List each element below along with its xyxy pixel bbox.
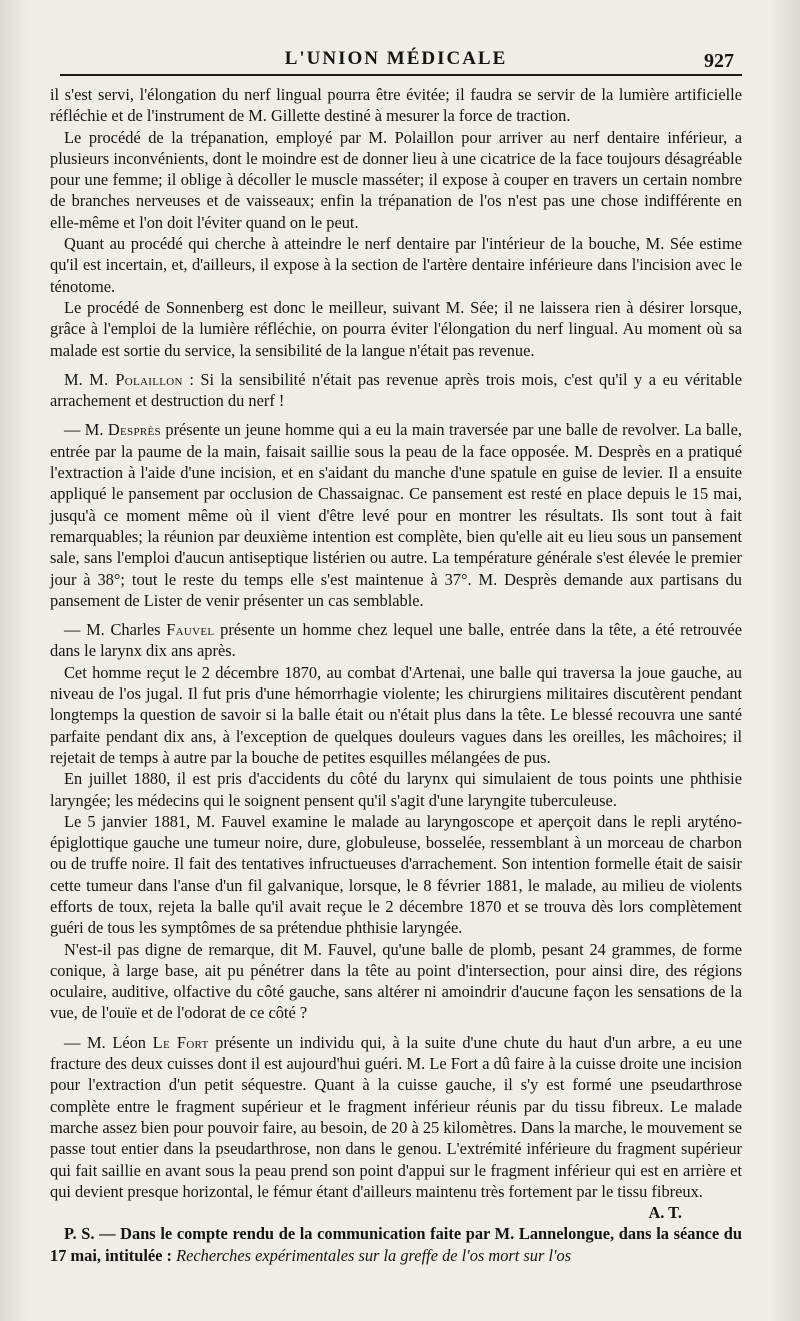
header-rule <box>60 74 742 76</box>
speaker-name: Desprès <box>107 420 161 440</box>
speaker-name: Fauvel <box>166 620 215 640</box>
paragraph: Cet homme reçut le 2 décembre 1870, au combat d'Artenai, une balle qui traversa la joue gauche, au niveau de l'os jugal. Il fut pris d'une hémorrhagie violente; les chirurgiens militaires discutèrent pendant longtemps la question de savoir si la balle était ou n'était plus dans la tête. Le blessé recouvra une santé parfaite pendant dix ans, à l'exception de quelques douleurs vagues dans les oreilles, les mâchoires; il rejetait de temps à autre par la bouche de petites esquilles mélangées de pus. <box>50 662 742 767</box>
paragraph-intervention: M. M. Polaillon : Si la sensibilité n'était pas revenue après trois mois, c'est qu'il y a eu véritable arrachement et destruction du nerf ! <box>50 369 742 411</box>
paragraph-text: présente un jeune homme qui a eu la main traversée par une balle de revolver. La balle, entrée par la paume de la main, faisait saillie sous la peau de la face opposée. M. Desprès en a pratiqué l'extraction à l'aide d'une incision, et en s'aidant du manche d'une spatule en guise de levier. Il a ensuite appliqué le pansement par occlusion de Chassaignac. Ce pansement est resté en place depuis le 15 mai, jusqu'à ce moment même où il vient d'être levé pour en montrer les résultats. Ils sont tout à fait remarquables; la réunion par deuxième intention est complète, bien qu'elle ait eu lieu sous un pansement sale, sans l'emploi d'aucun antiseptique listérien ou autre. La température générale s'est élevée le premier jour à 38°; tout le reste du temps elle s'est maintenue à 37°. M. Desprès demande aux partisans du pansement de Lister de venir présenter un cas semblable. <box>50 420 742 610</box>
paragraph: En juillet 1880, il est pris d'accidents du côté du larynx qui simulaient de tous points une phthisie laryngée; les médecins qui le soignent pensent qu'il s'agit d'une laryngite tuberculeuse. <box>50 769 742 810</box>
paragraph: N'est-il pas digne de remarque, dit M. Fauvel, qu'une balle de plomb, pesant 24 grammes, de forme conique, à large base, ait pu pénétrer dans la tête au point d'intersection, pour ainsi dire, des régions oculaire, auditive, olfactive du côté gauche, sans altérer ni amoindrir d'aucune façon les sensations de la vue, de l'ouïe et de l'odorat de ce côté ? <box>50 939 742 1023</box>
article-body <box>50 84 742 1266</box>
paragraph: Le 5 janvier 1881, M. Fauvel examine le malade au laryngoscope et aperçoit dans le repli aryténo-épiglottique gauche une tumeur noire, dure, globuleuse, bosselée, ressemblant à un morceau de charbon ou de truffe noire. Il fait des tentatives infructueuses d'arrachement. Son intention formelle était de saisir cette tumeur dans l'anse d'un fil galvanique, lorsque, le 8 février 1881, le malade, au milieu de violents efforts de toux, rejeta la balle qu'il avait reçue le 2 décembre 1870 et se trouva dès lors complètement guéri de tous les symptômes de sa prétendue phthisie laryngée. <box>50 811 742 938</box>
paragraph-text: présente un homme chez lequel une balle, entrée dans la tête, a été retrouvée dans le larynx dix ans après. <box>50 620 742 661</box>
paragraph: Le procédé de la trépanation, employé par M. Polaillon pour arriver au nerf dentaire inférieur, a plusieurs inconvénients, dont le moindre est de donner lieu à une cicatrice de la face toujours désagréable pour une femme; il oblige à décoller le muscle masséter; il expose à couper en travers un certain nombre de branches nerveuses et de vaisseaux; enfin la trépanation de l'os n'est pas une chose indifférente en elle-même et l'on doit l'éviter quand on le peut. <box>50 127 742 232</box>
speaker-name: Le Fort <box>152 1032 209 1052</box>
journal-title: L'UNION MÉDICALE <box>284 48 508 69</box>
running-head <box>50 44 742 74</box>
postscript <box>50 1223 742 1266</box>
paragraph-gap <box>50 1024 742 1032</box>
paragraph-gap <box>50 411 742 419</box>
paragraph-gap <box>50 611 742 619</box>
paragraph: Quant au procédé qui cherche à atteindre le nerf dentaire par l'intérieur de la bouche, M. Sée estime qu'il est incertain, et, d'ailleurs, il expose à la section de l'artère dentaire inférieure dans l'incision avec le ténotome. <box>50 234 742 296</box>
paragraph-text: : Si la sensibilité n'était pas revenue après trois mois, c'est qu'il y a eu véritable arrachement et destruction du nerf ! <box>50 369 742 411</box>
signature: A. T. <box>648 1203 682 1223</box>
paragraph-text: présente un individu qui, à la suite d'une chute du haut d'un arbre, a eu une fracture des deux cuisses dont il est aujourd'hui guéri. M. Le Fort a dû faire à la cuisse droite une incision pour l'extraction d'un petit séquestre. Quant à la cuisse gauche, il s'y est formé une pseudarthrose complète entre le fragment supérieur et le fragment inférieur réunis par du tissu fibreux. Le malade marche assez bien pour pouvoir faire, au besoin, de 20 à 25 kilomètres. Dans la marche, le mouvement se passe tout entier dans la pseudarthrose, non dans le genou. L'extrémité inférieure du fragment supérieur qui fait saillie en avant sous la peau prend son point d'appui sur le fragment inférieur qui est en arrière et qui devient presque horizontal, le fémur étant d'ailleurs maintenu très fortement par le tissu fibreux. <box>50 1032 742 1201</box>
paragraph: il s'est servi, l'élongation du nerf lingual pourra être évitée; il faudra se servir de la lumière artificielle réfléchie et de l'instrument de M. Gillette destiné à mesurer la force de traction. <box>50 85 742 126</box>
postscript-italic: Recherches expérimentales sur la greffe de l'os mort sur l'os <box>176 1245 572 1265</box>
paragraph-intervention <box>50 619 742 662</box>
postscript-text: P. S. — Dans le compte rendu de la communication faite par M. Lannelongue, dans la séance du 17 mai, intitulée : <box>50 1224 742 1265</box>
paragraph-gap <box>50 361 742 369</box>
paragraph: Le procédé de Sonnenberg est donc le meilleur, suivant M. Sée; il ne laissera rien à désirer lorsque, grâce à l'emploi de la lumière réfléchie, on pourra éviter l'élongation du nerf lingual. Au moment où sa malade est sortie du service, la sensibilité de la langue n'était pas revenue. <box>50 297 742 360</box>
speaker-prefix: — M. Charles <box>64 620 167 640</box>
paragraph-intervention <box>50 419 742 611</box>
speaker-name: M. Polaillon <box>89 369 183 389</box>
paragraph-intervention <box>50 1032 742 1202</box>
speaker-prefix: — M. Léon <box>64 1032 153 1052</box>
speaker-prefix: — M. <box>64 420 108 440</box>
page-number: 927 <box>704 50 734 72</box>
